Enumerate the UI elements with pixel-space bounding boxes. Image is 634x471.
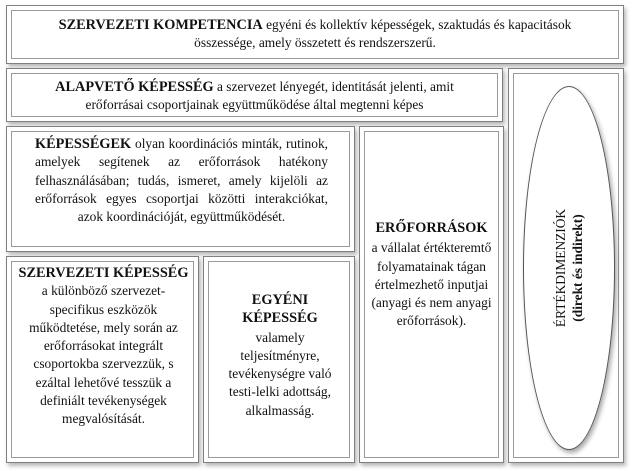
alapveto-kepesseg-box	[6, 68, 503, 122]
szervezeti-kompetencia-line2: összessége, amely összetett és rendszerszerű.	[194, 35, 436, 51]
alapveto-kepesseg-line2: erőforrásai csoportjainak együttműködése által megtenni képes	[85, 97, 424, 113]
eroforrasok-box	[359, 126, 504, 463]
szervezeti-kompetencia-box	[6, 5, 624, 64]
ertekdimenziok-title: ÉRTÉKDIMENZIÓK	[553, 208, 568, 328]
eroforrasok-text	[370, 219, 493, 331]
kepessegek-box	[6, 126, 355, 252]
egyeni-kepesseg-title: EGYÉNI KÉPESSÉG	[242, 292, 318, 327]
kepessegek-body: olyan koordinációs minták, rutinok, amelyek segítenek az erőforrások hatékony felhasználásában; tudás, ismeret, amely kijelöli az erőforrások egyes csoportjai közötti interakciókat, azok koordinációját, együttműködését.	[35, 136, 328, 225]
alapveto-kepesseg-title: ALAPVETŐ KÉPESSÉG	[55, 79, 214, 95]
szervezeti-kepesseg-text	[18, 264, 189, 429]
alapveto-kepesseg-text	[17, 78, 492, 115]
ertekdimenziok-label	[552, 209, 586, 327]
alapveto-kepesseg-line1: a szervezet lényegét, identitását jelenti, amit	[213, 79, 454, 94]
eroforrasok-body: a vállalat értékteremtő folyamatainak tágan értelmezhető inputjai (anyagi és nem anyagi erőforrások).	[371, 240, 492, 329]
szervezeti-kepesseg-body: a különböző szervezet-specifikus eszközök működtetése, mely során az erőforrásokat integrált csoportokba szervezzük, s ezáltal lehetővé tesszük a definiált tevékenységek megvalósítását.	[29, 283, 178, 427]
ertekdimenziok-subtitle: (direkt és indirekt)	[570, 214, 585, 322]
szervezeti-kompetencia-title: SZERVEZETI KOMPETENCIA	[58, 17, 263, 33]
egyeni-kepesseg-box	[203, 256, 355, 463]
szervezeti-kepesseg-box	[6, 256, 199, 463]
egyeni-kepesseg-text	[224, 291, 336, 420]
szervezeti-kompetencia-text	[17, 16, 613, 53]
kepessegek-text	[35, 135, 328, 226]
egyeni-kepesseg-body: valamely teljesítményre, tevékenységre való testi-lelki adottság, alkalmasság.	[228, 329, 332, 418]
szervezeti-kepesseg-title: SZERVEZETI KÉPESSÉG	[18, 265, 189, 281]
eroforrasok-title: ERŐFORRÁSOK	[375, 220, 488, 236]
kepessegek-title: KÉPESSÉGEK	[35, 136, 132, 152]
szervezeti-kompetencia-line1: egyéni és kollektív képességek, szaktudás és kapacitások	[262, 17, 572, 32]
